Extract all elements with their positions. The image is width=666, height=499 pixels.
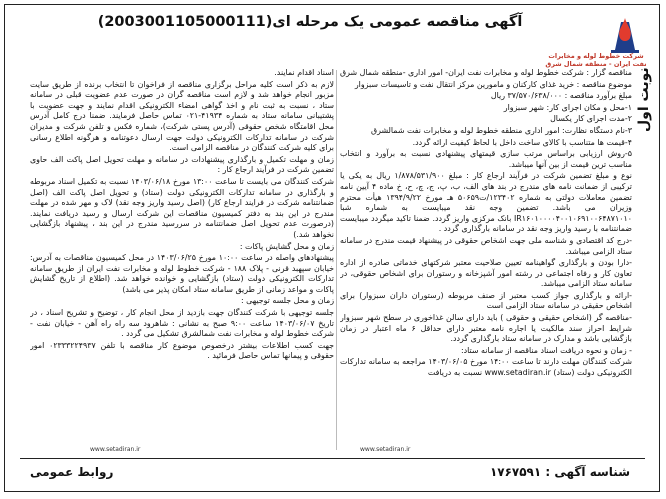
paragraph: -دارا بودن و بارگذاری گواهینامه تعیین صلاحیت معتبر شرکتهای خدماتی صادره از اداره تعاون کار و رفاه اجتماعی در رشته امور آشپزخانه و رستوران برای اشخاص حقوقی، در سامانه ستاد الزامی میباشد. [340, 258, 632, 289]
ad-code: شناسه آگهی : ۱۷۶۷۵۹۱ [489, 465, 630, 479]
paragraph: جهت کسب اطلاعات بیشتر درخصوص موضوع کار مناقصه با تلفن ۰۲۳۳۳۲۲۴۹۳۷ امور حقوقی و پیمانها تماس حاصل فرمائید . [30, 340, 334, 361]
ad-title: آگهی مناقصه عمومی یک مرحله ای(2003001105000111) [97, 14, 523, 30]
paragraph: نوع و مبلغ تضمین شرکت در فرآیند ارجاع کار : مبلغ ۱/۸۷۸/۵۳۱/۹۰۰ ریال به یکی یا ترکیبی از ضمانت نامه های مندرج در بند های الف، ب، پ، ج، چ، ح، خ ماده ۴ آیین نامه تضمین معاملات دولتی به شماره ۱۲۳۴۰۲/ت۵۰۶۵۹ هـ مورخ ۱۳۹۴/۹/۲۲ هیأت محترم وزیران می باشد. تضمین وجه نقد میبایست به شماره شبا IR۱۶۰۱۰۰۰۰۴۰۰۱۰۶۹۱۰۰۶۴۸۷۱۰۱۰ بانک مرکزی واریز گردد. ضمنا تاکید میگردد میبایست ضمانتنامه با رسید واریز وجه نقد در سامانه بارگذاری گردد . [340, 171, 632, 234]
paragraph: اسناد اقدام نمایند. [274, 68, 334, 77]
paragraph: شرکت کنندگان مهلت دارند تا ساعت ۱۴:۰۰ مورخ ۱۴۰۳/۰۶/۰۵ مراجعه به سامانه تدارکات الکترونیکی دولت (ستاد) www.setadiran.ir نسبت به دریافت [340, 357, 632, 378]
paragraph: لازم به ذکر است کلیه مراحل برگزاری مناقصه از فراخوان تا انتخاب برنده از طریق سایت مزبور انجام خواهد شد و لازم است مناقصه گران در صورت عدم عضویت قبلی در سامانه ستاد ، نسبت به ثبت نام و اخذ گواهی امضاء الکترونیکی اقدام نمایند و جهت عضویت با پشتیبانی سامانه ستاد به شماره ۴۱۹۳۴-۰۲۱ تماس حاصل فرمایند. ضمنا درج کامل آدرس محل اقامتگاه شخص حقوقی (آدرس پستی شرکت)، شماره فکس و تلفن شرکت و مدیران شرکت در سامانه تدارکات الکترونیکی دولت جهت ارسال دعوتنامه و هرگونه اطلاع رسانی برای کلیه شرکت کنندگان در مناقصه الزامی است. [30, 79, 334, 153]
paragraph: ۲-مدت اجرای کار یکسال [550, 114, 632, 124]
website-link[interactable]: www.setadiran.ir [360, 446, 411, 453]
paragraph: مبلغ برآورد مناقصه : ۳۷/۵۷۰/۶۳۸/۰۰۰ ریال [490, 91, 632, 101]
paragraph: زمان و محل گشایش پاکات : [239, 241, 334, 251]
paragraph: جلسه توجیهی با شرکت کنندگان جهت بازدید از محل انجام کار ، توضیح و تشریح اسناد ، در تاریخ ۱۴۰۳/۰۶/۰۷ ساعت ۹:۰۰ صبح به نشانی : شاهرود سه راه راه آهن - خیابان نفت - شرکت خطوط لوله و مخابرات نفت شمالشرق تشکیل می گردد . [30, 308, 334, 339]
left-column [30, 68, 334, 453]
paragraph: - زمان و نحوه دریافت اسناد مناقصه از سامانه ستاد: [460, 345, 632, 355]
right-column [340, 68, 632, 453]
publisher: روابط عمومی [30, 465, 114, 479]
paragraph: ۴-قیمت ها متناسب با کالای ساخت داخل با لحاظ کیفیت ارائه گردد. [412, 137, 632, 147]
column-divider [336, 70, 337, 450]
logo-caption: شرکت خطوط لوله و مخابرات نفت ایران - منطقه شمال شرق [545, 52, 647, 68]
paragraph: -ارائه و بارگذاری جواز کسب معتبر از صنف مربوطه (رستوران داران سبزوار) برای اشخاص حقیقی در سامانه ستاد الزامی است [340, 290, 632, 311]
paragraph: ۳-نام دستگاه نظارت: امور اداری منطقه خطوط لوله و مخابرات نفت شمالشرق [370, 125, 632, 135]
paragraph: زمان و محل جلسه توجیهی : [240, 296, 334, 306]
paragraph: زمان و مهلت تکمیل و بارگذاری پیشنهادات در سامانه و مهلت تحویل اصل پاکت الف حاوی تضمین شرکت در فرآیند ارجاع کار : [30, 154, 334, 175]
paragraph: مناقصه گزار : شرکت خطوط لوله و مخابرات نفت ایران- امور اداری -منطقه شمال شرق [340, 68, 632, 77]
footer-divider [20, 458, 645, 459]
paragraph: موضوع مناقصه : خرید غذای کارکنان و مامورین مرکز انتقال نفت و تاسیسات سبزوار [354, 79, 632, 89]
paragraph: ۵-روش ارزیابی براساس مرتب سازی قیمتهای پیشنهادی نسبت به برآورد و انتخاب مناسب ترین قیمت از بین آنها میباشد. [340, 149, 632, 169]
website-link[interactable]: www.setadiran.ir [90, 446, 141, 453]
issue-label: نوبت اول [636, 67, 652, 133]
paragraph: -درج کد اقتصادی و شناسه ملی جهت اشخاص حقوقی در پیشنهاد قیمت مندرج در سامانه ستاد الزامی میباشد. [340, 235, 632, 256]
paragraph: پیشنهادهای واصله در ساعت ۱۰:۰۰ مورخ ۱۴۰۳/۰۶/۲۵ در محل کمیسیون مناقصات به آدرس: خیابان سپهبد قرنی - پلاک ۱۸۸ - شرکت خطوط لوله و مخابرات نفت ایران از طریق سامانه تدارکات الکترونیکی دولت (ستاد) بازگشایی و خوانده خواهد شد. (اطلاع از تاریخ گشایش پاکات و مواعد زمانی از طریق سامانه ستاد امکان پذیر می باشد) [30, 253, 334, 294]
paragraph: شرکت کنندگان می بایست تا ساعت ۱۳:۰۰ مورخ ۱۴۰۳/۰۶/۱۸ نسبت به تکمیل اسناد مربوطه و بارگذاری در سامانه تدارکات الکترونیکی دولت (ستاد) و تحویل اصل پاکت الف (اصل ضمانتنامه شرکت در فرایند ارجاع کار) (اصل رسید واریز وجه نقد) لاک و مهر شده در مهلت مندرج در این بند به دفتر کمیسیون مناقصات این شرکت ارسال و رسید دریافت نمایند. (درصورت عدم تحویل اصل ضمانتنامه در سررسید مندرج در این بند ، پیشنهاد بازگشایی نخواهد شد.) [30, 176, 334, 239]
paragraph: -مناقصه گر (اشخاص حقیقی و حقوقی ) باید دارای سالن غذاخوری در سطح شهر سبزوار شرایط احراز سند مالکیت یا اجاره نامه معتبر دارای حداقل ۶ ماه اعتبار در زمان بازگشایی باشد و مدارک در سامانه ستاد بارگذاری گردد. [340, 313, 632, 344]
paragraph: ۱-محل و مکان اجرای کار: شهر سبزوار [503, 102, 632, 112]
